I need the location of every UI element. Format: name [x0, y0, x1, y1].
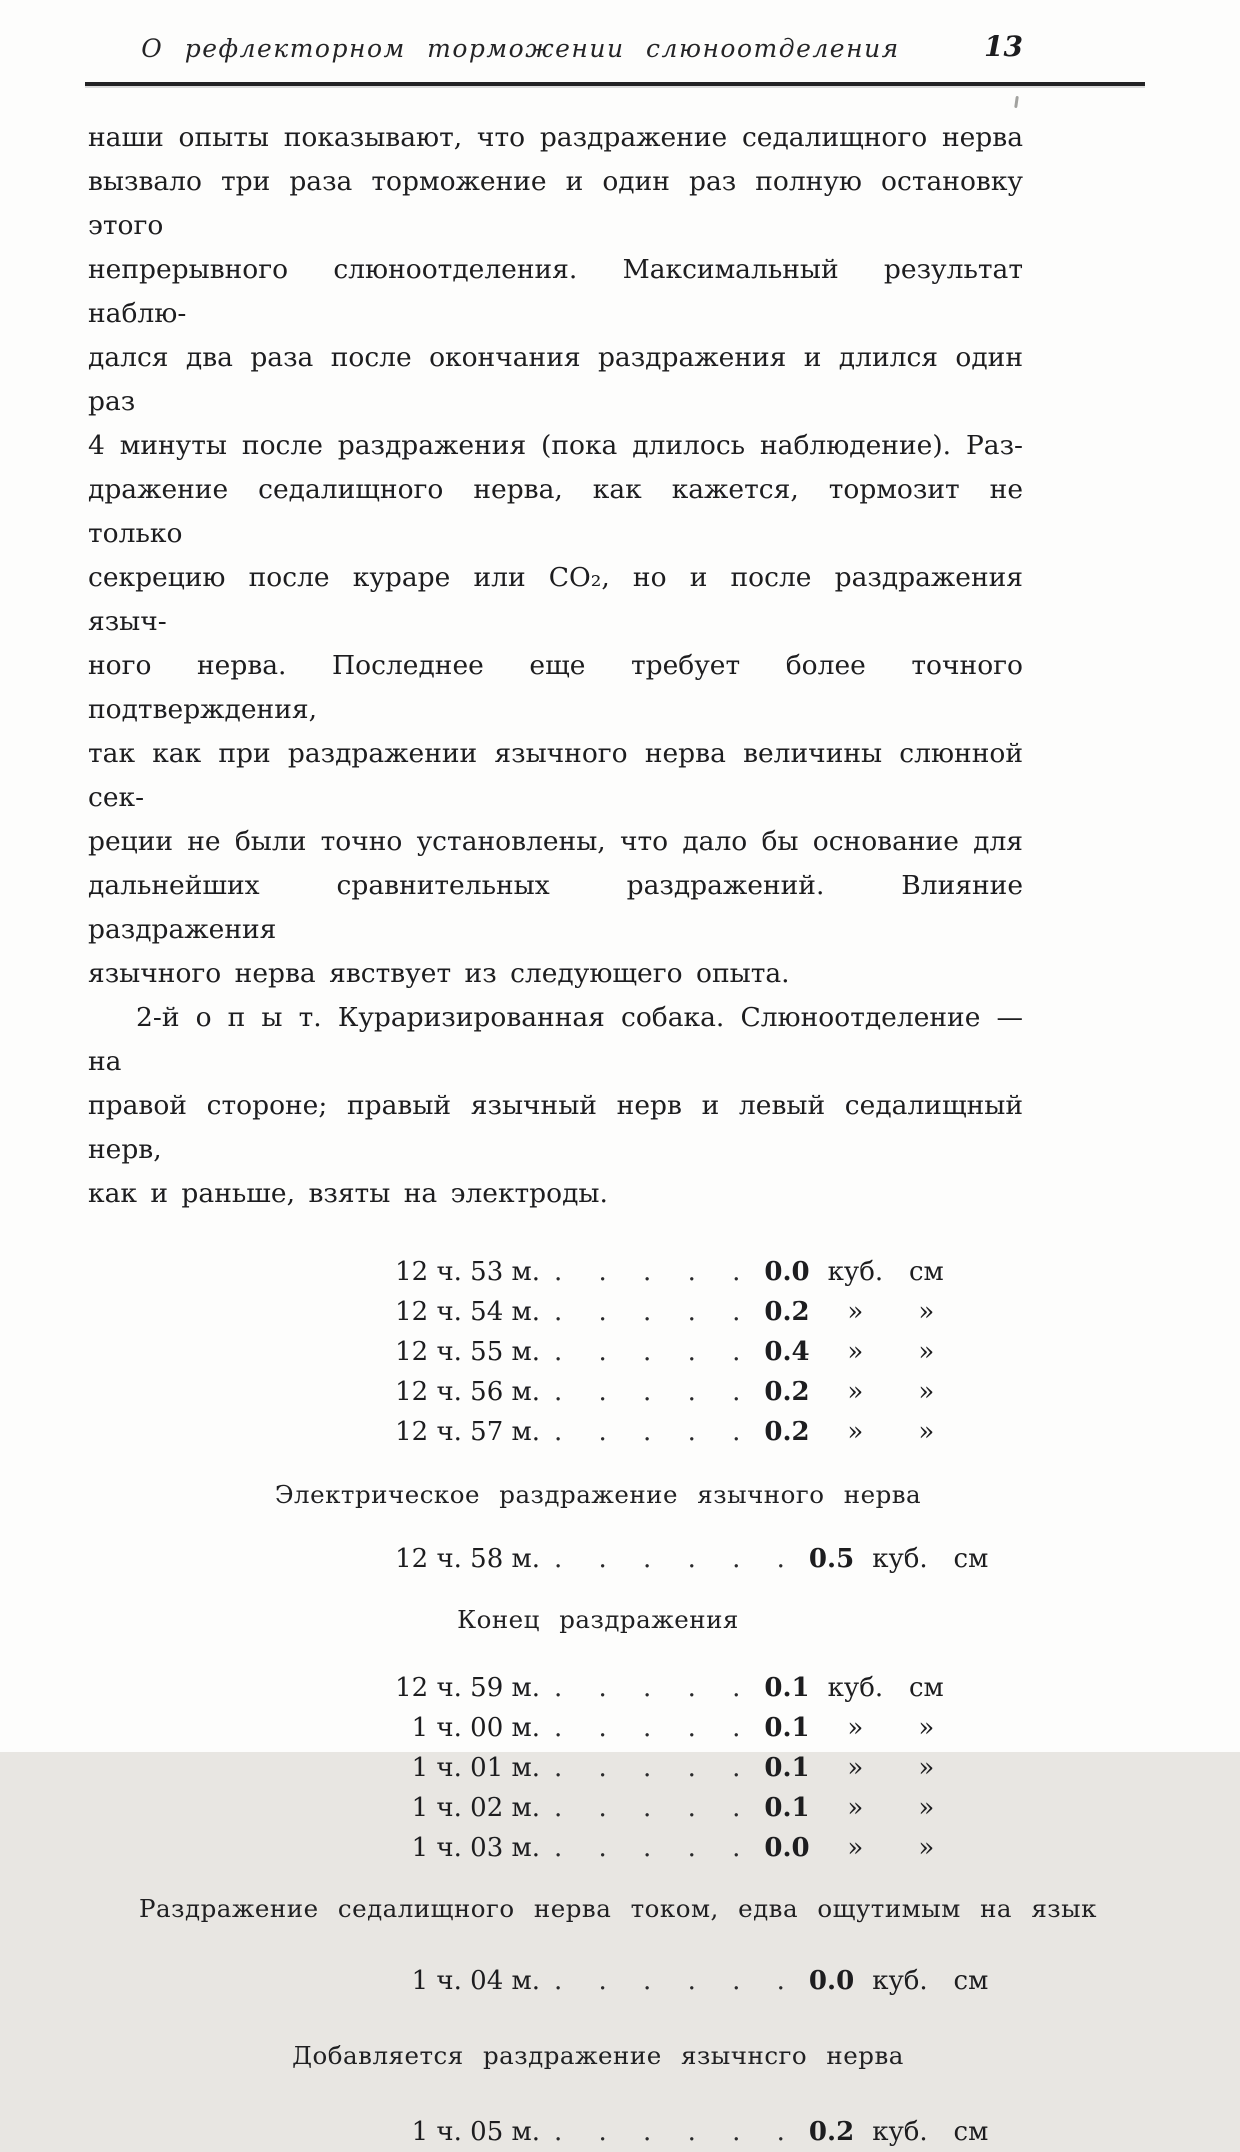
measurement-row — [388, 1961, 1240, 2001]
unit-cell: » — [847, 1713, 864, 1743]
unit-cell: » — [918, 1833, 935, 1863]
text-line: так как при раздражении язычного нерва величины слюнной сек- — [88, 738, 1023, 813]
dot-leader: . . . . . — [554, 1297, 755, 1327]
measurement-row — [388, 1332, 1240, 1372]
text-line: непрерывного слюноотделения. Максимальный результат наблю- — [88, 254, 1023, 329]
measurement-row — [388, 2112, 1240, 2152]
value-cell: 0.5 — [808, 1544, 855, 1574]
value-cell: 0.0 — [808, 1966, 855, 1996]
text-line: дальнейших сравнительных раздражений. Влияние раздражения — [88, 870, 1023, 945]
dot-leader: . . . . . . — [554, 1966, 799, 1996]
unit-cell: » — [847, 1337, 864, 1367]
time-cell: 1 ч. 05 м. — [411, 2117, 540, 2147]
measurement-row — [388, 1292, 1240, 1332]
measurement-table-2 — [388, 1668, 1240, 1868]
text-line: язычного нерва явствует из следующего опыта. — [88, 958, 790, 989]
time-cell: 1 ч. 02 м. — [411, 1793, 540, 1823]
measurement-row — [388, 1668, 1240, 1708]
text-line: как и раньше, взяты на электроды. — [88, 1178, 608, 1209]
time-cell: 12 ч. 58 м. — [395, 1544, 540, 1574]
dot-leader: . . . . . — [554, 1257, 755, 1287]
unit-cell: » — [918, 1753, 935, 1783]
value-cell: 0.1 — [764, 1673, 810, 1703]
scan-artifact — [1014, 96, 1019, 108]
unit-cell: » — [847, 1833, 864, 1863]
unit-cell: » — [847, 1793, 864, 1823]
time-cell: 1 ч. 01 м. — [411, 1753, 540, 1783]
value-cell: 0.0 — [764, 1257, 810, 1287]
unit-cell: куб. — [872, 1544, 928, 1574]
value-cell: 0.1 — [764, 1753, 810, 1783]
value-cell: 0.1 — [764, 1713, 810, 1743]
time-cell: 12 ч. 59 м. — [395, 1673, 540, 1703]
dot-leader: . . . . . — [554, 1713, 755, 1743]
measurement-table-1 — [388, 1252, 1240, 1452]
dot-leader: . . . . . — [554, 1377, 755, 1407]
text-line: дался два раза после окончания раздражения и длился один раз — [88, 342, 1023, 417]
text-line: дражение седалищного нерва, как кажется, тормозит не только — [88, 474, 1023, 549]
text-line: наши опыты показывают, что раздражение седалищного нерва — [88, 122, 1023, 153]
measurement-row — [388, 1539, 1240, 1579]
time-cell: 12 ч. 55 м. — [395, 1337, 540, 1367]
time-cell: 12 ч. 57 м. — [395, 1417, 540, 1447]
section-heading-added-lingual-stimulation: Добавляется раздражение язычнсго нерва — [292, 2041, 904, 2070]
dot-leader: . . . . . . — [554, 2117, 799, 2147]
section-heading-end-of-stimulation: Конец раздражения — [457, 1605, 739, 1634]
dot-leader: . . . . . — [554, 1337, 755, 1367]
time-cell: 12 ч. 56 м. — [395, 1377, 540, 1407]
dot-leader: . . . . . — [554, 1673, 755, 1703]
unit-cell: куб. — [872, 1966, 928, 1996]
time-cell: 12 ч. 53 м. — [395, 1257, 540, 1287]
value-cell: 0.0 — [764, 1833, 810, 1863]
time-cell: 1 ч. 00 м. — [411, 1713, 540, 1743]
section-heading-electrical-stimulation: Электрическое раздражение язычного нерва — [274, 1480, 922, 1509]
value-cell: 0.2 — [764, 1297, 810, 1327]
value-cell: 0.2 — [764, 1377, 810, 1407]
time-cell: 12 ч. 54 м. — [395, 1297, 540, 1327]
unit-cell: » — [918, 1337, 935, 1367]
dot-leader: . . . . . — [554, 1793, 755, 1823]
unit-cell: » — [918, 1417, 935, 1447]
unit-cell: » — [847, 1753, 864, 1783]
unit-cell: см — [953, 1544, 989, 1574]
unit-cell: см — [953, 1966, 989, 1996]
unit-cell: » — [847, 1417, 864, 1447]
unit-cell: куб. — [827, 1673, 884, 1703]
value-cell: 0.2 — [808, 2117, 855, 2147]
measurement-row — [388, 1412, 1240, 1452]
measurement-row — [388, 1372, 1240, 1412]
unit-cell: » — [918, 1377, 935, 1407]
measurement-single-105 — [388, 2112, 1240, 2152]
unit-cell: » — [918, 1713, 935, 1743]
unit-cell: см — [953, 2117, 989, 2147]
time-cell: 1 ч. 04 м. — [411, 1966, 540, 1996]
unit-cell: » — [847, 1377, 864, 1407]
measurement-single-104 — [388, 1961, 1240, 2001]
unit-cell: см — [908, 1673, 944, 1703]
text-line: правой стороне; правый язычный нерв и левый седалищный нерв, — [88, 1090, 1023, 1165]
text-line: секрецию после кураре или CO₂, но и после раздражения языч- — [88, 562, 1023, 637]
dot-leader: . . . . . . — [554, 1544, 799, 1574]
page-number: 13 — [984, 30, 1023, 63]
measurement-row — [388, 1788, 1240, 1828]
value-cell: 0.2 — [764, 1417, 810, 1447]
dot-leader: . . . . . — [554, 1753, 755, 1783]
value-cell: 0.4 — [764, 1337, 810, 1367]
text-line: 2-й о п ы т. Кураризированная собака. Слюноотделение — на — [88, 1002, 1023, 1077]
unit-cell: » — [918, 1793, 935, 1823]
unit-cell: » — [918, 1297, 935, 1327]
body-text — [88, 116, 1023, 1216]
running-head-title: О рефлекторном торможении слюноотделения — [141, 34, 900, 63]
measurement-row — [388, 1252, 1240, 1292]
section-heading-sciatic-stimulation: Раздражение седалищного нерва током, едва ощутимым на язык — [139, 1894, 1097, 1923]
measurement-row — [388, 1748, 1240, 1788]
text-line: ного нерва. Последнее еще требует более точного подтверждения, — [88, 650, 1023, 725]
measurement-row — [388, 1708, 1240, 1748]
value-cell: 0.1 — [764, 1793, 810, 1823]
unit-cell: » — [847, 1297, 864, 1327]
running-head — [88, 30, 1023, 74]
dot-leader: . . . . . — [554, 1417, 755, 1447]
text-line: вызвало три раза торможение и один раз полную остановку этого — [88, 166, 1023, 241]
unit-cell: куб. — [827, 1257, 884, 1287]
unit-cell: см — [908, 1257, 944, 1287]
time-cell: 1 ч. 03 м. — [411, 1833, 540, 1863]
measurement-row — [388, 1828, 1240, 1868]
header-rule — [85, 82, 1145, 86]
text-line: 4 минуты после раздражения (пока длилось наблюдение). Раз- — [88, 430, 1023, 461]
measurement-single-1258 — [388, 1539, 1240, 1579]
unit-cell: куб. — [872, 2117, 928, 2147]
text-line: реции не были точно установлены, что дало бы основание для — [88, 826, 1023, 857]
dot-leader: . . . . . — [554, 1833, 755, 1863]
